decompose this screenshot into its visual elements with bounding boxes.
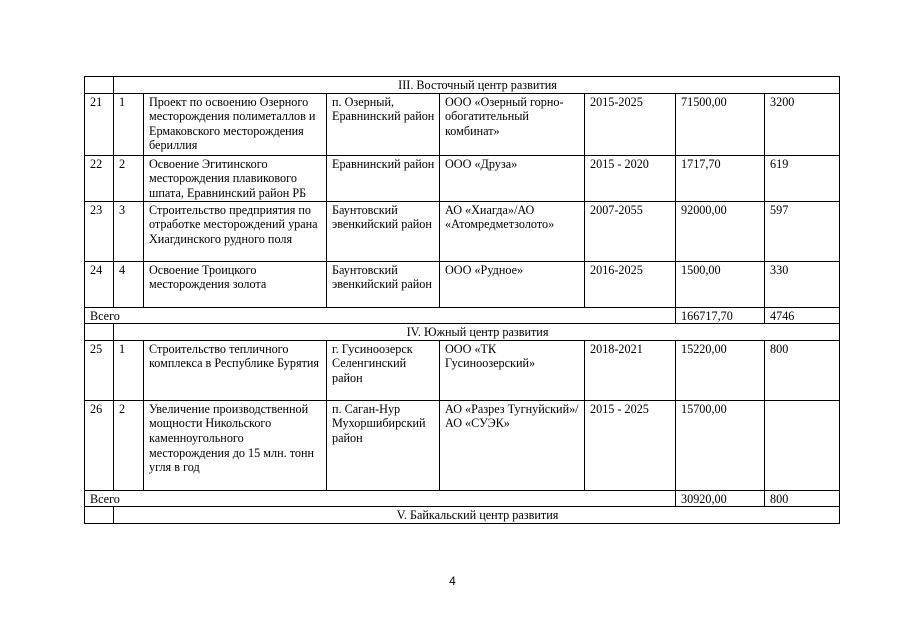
project-location: п. Саган-Нур Мухоршибирский район xyxy=(327,400,440,490)
project-investment: 1717,70 xyxy=(676,155,765,201)
project-investment: 15700,00 xyxy=(676,400,765,490)
table-row xyxy=(85,155,840,201)
project-name: Увеличение производственной мощности Никольского каменноугольного месторождения до 15 млн. тонн угля в год xyxy=(144,400,327,490)
project-jobs: 330 xyxy=(765,261,840,307)
project-investment: 15220,00 xyxy=(676,340,765,400)
row-subnumber: 2 xyxy=(114,155,144,201)
section-title: III. Восточный центр развития xyxy=(114,77,840,94)
project-jobs: 3200 xyxy=(765,93,840,155)
page-number: 4 xyxy=(449,574,456,588)
section-empty-cell xyxy=(85,77,114,94)
row-number: 22 xyxy=(85,155,114,201)
project-jobs: 800 xyxy=(765,340,840,400)
project-name: Освоение Троицкого месторождения золота xyxy=(144,261,327,307)
project-jobs: 597 xyxy=(765,201,840,261)
total-row xyxy=(85,490,840,507)
project-name: Строительство предприятия по отработке месторождений урана Хиагдинского рудного поля xyxy=(144,201,327,261)
total-row xyxy=(85,307,840,324)
row-number: 26 xyxy=(85,400,114,490)
table-row xyxy=(85,93,840,155)
section-empty-cell xyxy=(85,324,114,341)
project-location: Еравнинский район xyxy=(327,155,440,201)
row-subnumber: 1 xyxy=(114,340,144,400)
project-name: Строительство тепличного комплекса в Республике Бурятия xyxy=(144,340,327,400)
project-period: 2018-2021 xyxy=(585,340,676,400)
project-company: АО «Разрез Тугнуйский»/АО «СУЭК» xyxy=(440,400,585,490)
project-jobs: 619 xyxy=(765,155,840,201)
row-number: 25 xyxy=(85,340,114,400)
project-period: 2016-2025 xyxy=(585,261,676,307)
project-name: Освоение Эгитинского месторождения плавикового шпата, Еравнинский район РБ xyxy=(144,155,327,201)
projects-table xyxy=(84,76,840,524)
table-row xyxy=(85,201,840,261)
table-row xyxy=(85,261,840,307)
project-jobs xyxy=(765,400,840,490)
section-header-row xyxy=(85,77,840,94)
project-location: п. Озерный, Еравнинский район xyxy=(327,93,440,155)
row-subnumber: 1 xyxy=(114,93,144,155)
project-period: 2015 - 2025 xyxy=(585,400,676,490)
total-investment: 30920,00 xyxy=(676,490,765,507)
project-name: Проект по освоению Озерного месторождения полиметаллов и Ермаковского месторождения бериллия xyxy=(144,93,327,155)
row-subnumber: 3 xyxy=(114,201,144,261)
section-empty-cell xyxy=(85,507,114,524)
project-period: 2015-2025 xyxy=(585,93,676,155)
project-company: ООО «ТК Гусиноозерский» xyxy=(440,340,585,400)
row-number: 23 xyxy=(85,201,114,261)
total-label: Всего xyxy=(85,307,676,324)
project-company: ООО «Рудное» xyxy=(440,261,585,307)
row-number: 24 xyxy=(85,261,114,307)
project-location: Баунтовский эвенкийский район xyxy=(327,201,440,261)
project-company: АО «Хиагда»/АО «Атомредметзолото» xyxy=(440,201,585,261)
project-location: Баунтовский эвенкийский район xyxy=(327,261,440,307)
row-subnumber: 2 xyxy=(114,400,144,490)
project-company: ООО «Друза» xyxy=(440,155,585,201)
project-investment: 71500,00 xyxy=(676,93,765,155)
total-jobs: 800 xyxy=(765,490,840,507)
project-location: г. Гусиноозерск Селенгинский район xyxy=(327,340,440,400)
project-investment: 1500,00 xyxy=(676,261,765,307)
total-jobs: 4746 xyxy=(765,307,840,324)
table-row xyxy=(85,340,840,400)
table-row xyxy=(85,400,840,490)
total-label: Всего xyxy=(85,490,676,507)
section-title: IV. Южный центр развития xyxy=(114,324,840,341)
total-investment: 166717,70 xyxy=(676,307,765,324)
project-period: 2015 - 2020 xyxy=(585,155,676,201)
row-subnumber: 4 xyxy=(114,261,144,307)
section-header-row xyxy=(85,507,840,524)
row-number: 21 xyxy=(85,93,114,155)
project-investment: 92000,00 xyxy=(676,201,765,261)
section-header-row xyxy=(85,324,840,341)
project-period: 2007-2055 xyxy=(585,201,676,261)
section-title: V. Байкальский центр развития xyxy=(114,507,840,524)
project-company: ООО «Озерный горно-обогатительный комбинат» xyxy=(440,93,585,155)
